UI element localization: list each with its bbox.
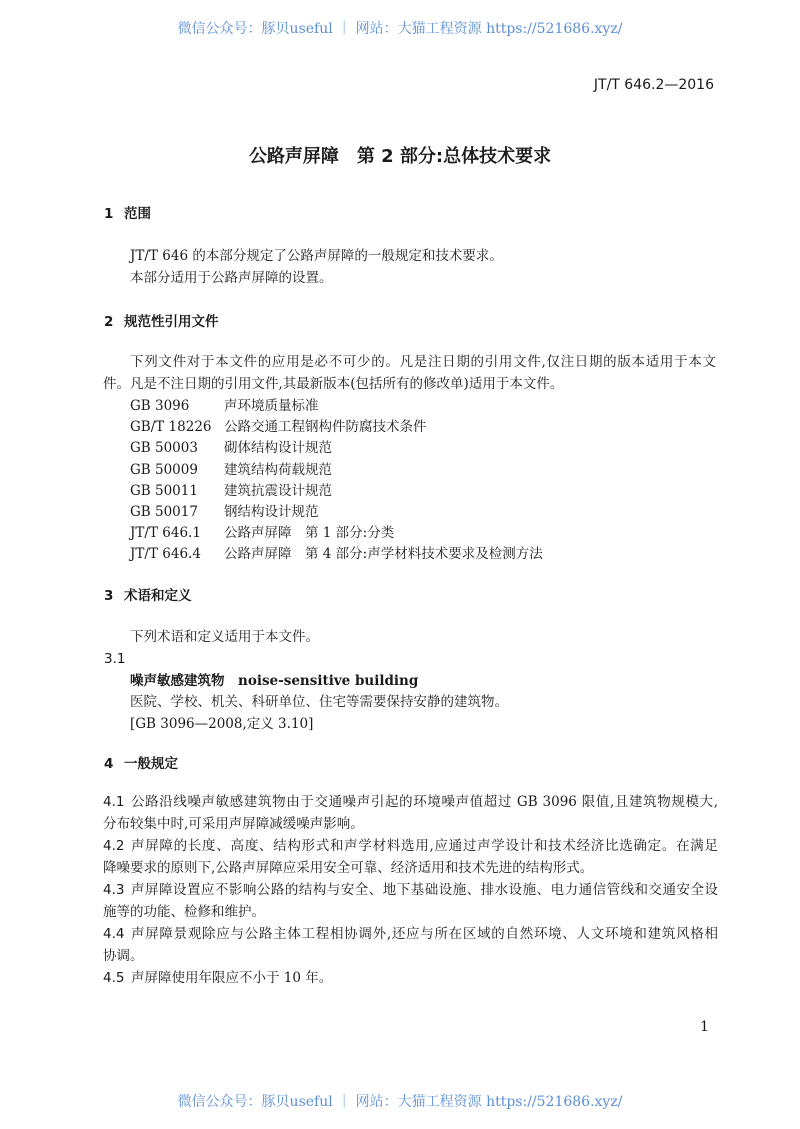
page-number: 1 [700, 1019, 709, 1035]
section-1-line: 本部分适用于公路声屏障的设置。 [130, 270, 333, 286]
reference-title: 钢结构设计规范 [224, 504, 319, 520]
clause-line [103, 881, 718, 899]
clause-line [103, 925, 718, 943]
clause-number: 4.3 [103, 882, 125, 898]
reference-title: 建筑结构荷载规范 [224, 461, 332, 478]
term-number: 3.1 [104, 651, 126, 667]
clause-line: 降噪要求的原则下,公路声屏障应采用安全可靠、经济适用和技术先进的结构形式。 [103, 860, 594, 876]
clause-text: 公路沿线噪声敏感建筑物由于交通噪声引起的环境噪声值超过 GB 3096 限值,且建筑物规模大, [131, 794, 718, 810]
clause-line: 施等的功能、检修和维护。 [103, 904, 265, 920]
reference-code: GB 50011 [130, 482, 198, 499]
term-definition: 医院、学校、机关、科研单位、住宅等需要保持安静的建筑物。 [130, 694, 508, 710]
section-1-line: JT/T 646 的本部分规定了公路声屏障的一般规定和技术要求。 [130, 248, 503, 264]
reference-code: GB 50009 [130, 461, 198, 478]
reference-title: 公路声屏障 第 4 部分:声学材料技术要求及检测方法 [224, 546, 543, 563]
clause-number: 4.5 [103, 970, 125, 986]
watermark-bottom: 微信公众号：豚贝useful ｜ 网站：大猫工程资源 https://521686.xyz/ [177, 1094, 623, 1110]
reference-code: JT/T 646.4 [130, 546, 201, 563]
term-source: [GB 3096—2008,定义 3.10] [130, 716, 314, 732]
reference-title: 公路交通工程钢构件防腐技术条件 [224, 419, 427, 436]
clause-line [103, 793, 718, 811]
section-4-heading: 4 一般规定 [104, 756, 178, 772]
section-2-intro: 件。凡是不注日期的引用文件,其最新版本(包括所有的修改单)适用于本文件。 [103, 376, 564, 392]
reference-title: 声环境质量标准 [224, 398, 319, 414]
reference-title: 公路声屏障 第 1 部分:分类 [224, 525, 395, 542]
reference-code: GB 50017 [130, 504, 198, 520]
reference-title: 砌体结构设计规范 [224, 440, 332, 457]
watermark-top: 微信公众号：豚贝useful ｜ 网站：大猫工程资源 https://521686.xyz/ [177, 21, 623, 37]
clause-text: 声屏障景观除应与公路主体工程相协调外,还应与所在区域的自然环境、人文环境和建筑风格相 [131, 926, 718, 942]
section-3-heading: 3 术语和定义 [104, 588, 192, 604]
section-2-intro: 下列文件对于本文件的应用是必不可少的。凡是注日期的引用文件,仅注日期的版本适用于本文 [130, 354, 716, 370]
section-1-heading: 1 范围 [104, 206, 151, 222]
reference-code: GB 3096 [130, 398, 190, 414]
clause-number: 4.2 [103, 838, 125, 854]
clause-line [103, 969, 332, 987]
standard-number: JT/T 646.2—2016 [593, 77, 714, 93]
document-title: 公路声屏障 第 2 部分:总体技术要求 [248, 146, 552, 167]
clause-number: 4.4 [103, 926, 125, 942]
section-3-intro: 下列术语和定义适用于本文件。 [130, 629, 319, 645]
clause-line: 协调。 [103, 948, 144, 964]
section-2-heading: 2 规范性引用文件 [104, 314, 219, 330]
clause-text: 声屏障的长度、高度、结构形式和声学材料选用,应通过声学设计和技术经济比选确定。在满足 [131, 838, 718, 854]
reference-code: JT/T 646.1 [130, 525, 201, 542]
reference-code: GB 50003 [130, 440, 198, 457]
term-name: 噪声敏感建筑物 noise-sensitive building [130, 673, 419, 689]
reference-code: GB/T 18226 [130, 419, 212, 436]
reference-title: 建筑抗震设计规范 [224, 482, 332, 499]
clause-text: 声屏障设置应不影响公路的结构与安全、地下基础设施、排水设施、电力通信管线和交通安全设 [131, 882, 718, 898]
clause-line: 分布较集中时,可采用声屏障减缓噪声影响。 [103, 816, 364, 832]
clause-number: 4.1 [103, 794, 125, 810]
clause-line [103, 837, 718, 855]
clause-text: 声屏障使用年限应不小于 10 年。 [131, 970, 333, 986]
